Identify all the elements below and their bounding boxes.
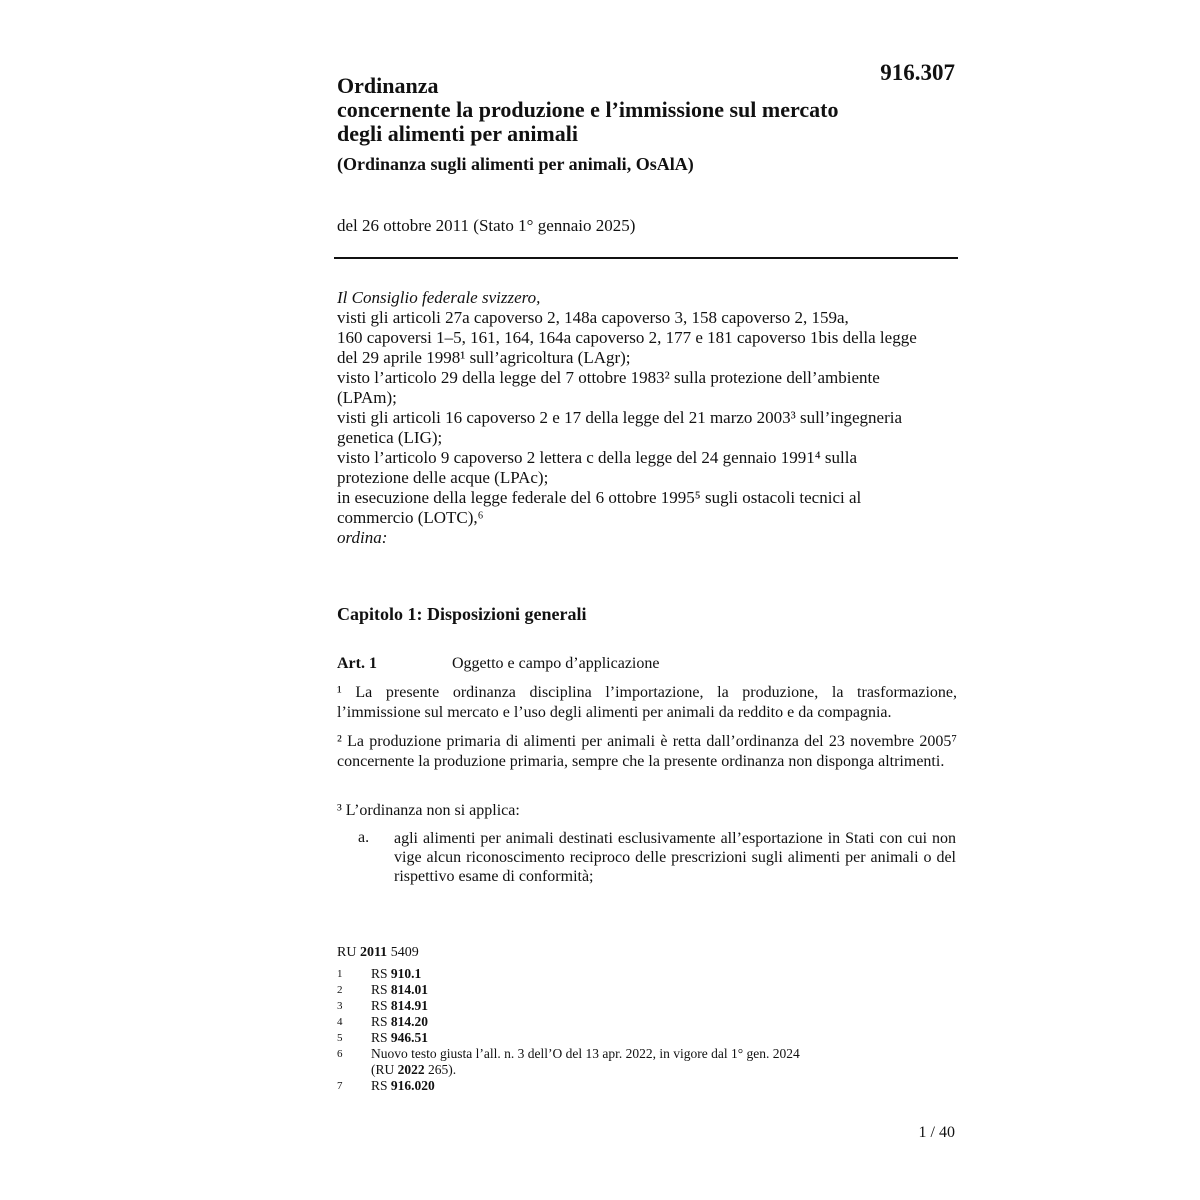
footnote-number: 3 — [337, 1000, 343, 1012]
footnote — [337, 998, 957, 1014]
article-paragraph-2: ² La produzione primaria di alimenti per animali è retta dall’ordinanza del 23 novembre 2005⁷ concernente la produzione primaria, sempre che la presente ordinanza non disponga altrimenti. — [337, 733, 957, 770]
footnote-prefix: RS — [371, 966, 388, 981]
sr-number: 916.307 — [880, 60, 955, 85]
footnote-number: 5 — [337, 1032, 343, 1044]
title-line-3: degli alimenti per animali — [337, 121, 578, 146]
footnote-number: 6 — [337, 1048, 343, 1060]
page-number: 1 / 40 — [918, 1124, 955, 1141]
subtitle: (Ordinanza sugli alimenti per animali, OsAlA) — [337, 154, 694, 174]
footnote-number: 4 — [337, 1016, 343, 1028]
footnote — [337, 1014, 957, 1030]
footnote-number: 2 — [337, 984, 343, 996]
footnote — [337, 1046, 957, 1078]
list-item-letter: a. — [358, 829, 370, 846]
footnote-ref: 910.1 — [390, 966, 422, 981]
footnote-prefix: RS — [371, 982, 388, 997]
preamble-decree: ordina: — [337, 528, 388, 547]
footnote — [337, 982, 957, 998]
footnote-ref: 814.91 — [390, 998, 429, 1013]
preamble-line: 160 capoversi 1–5, 161, 164, 164a capoverso 2, 177 e 181 capoverso 1bis della legge — [337, 328, 917, 347]
ru-page: 5409 — [390, 945, 419, 960]
footnote-ref: 814.20 — [390, 1014, 429, 1029]
title-line-2: concernente la produzione e l’immissione sul mercato — [337, 97, 839, 122]
footnote — [337, 1030, 957, 1046]
preamble-line: visto l’articolo 29 della legge del 7 ottobre 1983² sulla protezione dell’ambiente — [337, 368, 880, 387]
ru-prefix: RU — [337, 945, 357, 960]
footnote-number: 1 — [337, 968, 343, 980]
footnote — [337, 966, 957, 982]
footnote-ru-year: 2022 — [397, 1062, 425, 1077]
article-paragraph-1: ¹ La presente ordinanza disciplina l’importazione, la produzione, la trasformazione, l’immissione sul mercato e l’uso degli alimenti per animali da reddito e da compagnia. — [337, 684, 957, 721]
footnote-ref: 916.020 — [390, 1078, 435, 1093]
article-number: Art. 1 — [337, 655, 377, 672]
list-item-text: agli alimenti per animali destinati esclusivamente all’esportazione in Stati con cui non vige alcun riconoscimento reciproco delle prescrizioni sugli alimenti per animali o del rispettivo esame di conformità; — [394, 830, 956, 885]
article-title: Oggetto e campo d’applicazione — [452, 655, 660, 672]
preamble-line: protezione delle acque (LPAc); — [337, 468, 549, 487]
footnote-number: 7 — [337, 1080, 343, 1092]
preamble-line: visti gli articoli 16 capoverso 2 e 17 della legge del 21 marzo 2003³ sull’ingegneria — [337, 408, 902, 427]
preamble — [337, 288, 957, 548]
footnote-prefix: RS — [371, 998, 388, 1013]
chapter-heading: Capitolo 1: Disposizioni generali — [337, 604, 587, 624]
official-compilation-ref — [337, 945, 419, 961]
footnote-ru-page: 265). — [428, 1062, 457, 1077]
issue-date: del 26 ottobre 2011 (Stato 1° gennaio 2025) — [337, 216, 636, 235]
preamble-line: visti gli articoli 27a capoverso 2, 148a capoverso 3, 158 capoverso 2, 159a, — [337, 308, 849, 327]
footnote-ref: 814.01 — [390, 982, 429, 997]
footnote-ru-prefix: (RU — [371, 1062, 395, 1077]
footnotes — [337, 966, 957, 1094]
preamble-line: in esecuzione della legge federale del 6 ottobre 1995⁵ sugli ostacoli tecnici al — [337, 488, 862, 507]
ru-year: 2011 — [359, 945, 388, 960]
preamble-authority: Il Consiglio federale svizzero, — [337, 288, 541, 307]
footnote-prefix: RS — [371, 1078, 388, 1093]
article-paragraph-3: ³ L’ordinanza non si applica: — [337, 802, 520, 819]
title-line-1: Ordinanza — [337, 73, 439, 98]
title-divider — [334, 257, 958, 259]
footnote-prefix: RS — [371, 1030, 388, 1045]
preamble-line: commercio (LOTC),⁶ — [337, 508, 484, 527]
footnote-ref: 946.51 — [390, 1030, 429, 1045]
footnote-text: Nuovo testo giusta l’all. n. 3 dell’O del 13 apr. 2022, in vigore dal 1° gen. 2024 — [371, 1046, 800, 1061]
footnote — [337, 1078, 957, 1094]
preamble-line: (LPAm); — [337, 388, 397, 407]
preamble-line: genetica (LIG); — [337, 428, 443, 447]
footnote-prefix: RS — [371, 1014, 388, 1029]
preamble-line: del 29 aprile 1998¹ sull’agricoltura (LAgr); — [337, 348, 631, 367]
preamble-line: visto l’articolo 9 capoverso 2 lettera c della legge del 24 gennaio 1991⁴ sulla — [337, 448, 858, 467]
